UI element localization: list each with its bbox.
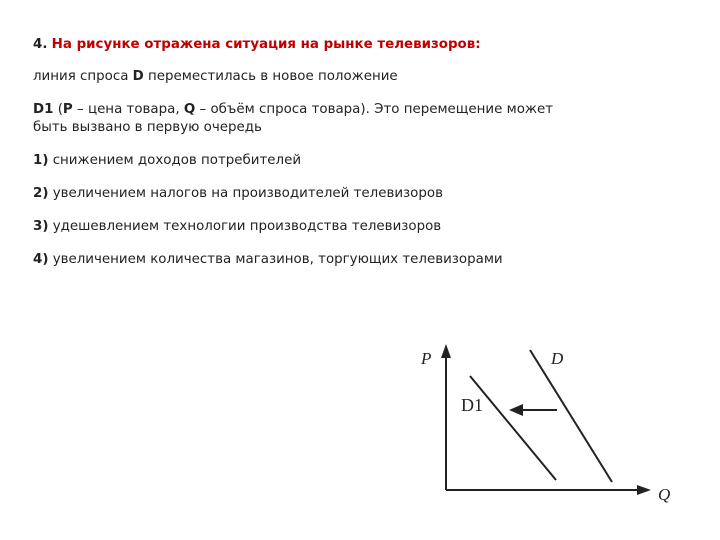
option-number: 1) [33,153,49,168]
price-ref: P [62,102,73,117]
question-number: 4. [33,37,48,52]
text-fragment: – объём спроса товара). Это перемещение может [195,102,553,117]
y-axis-arrowhead [441,344,451,358]
demand-curve-d1 [470,376,556,480]
text-fragment: ( [53,102,63,117]
question-title: На рисунке отражена ситуация на рынке телевизоров: [51,37,481,52]
option-number: 2) [33,186,49,201]
option-text: снижением доходов потребителей [48,153,302,168]
curve-d-label: D [551,349,564,368]
paragraph-line-3: быть вызвано в первую очередь [33,120,262,135]
x-axis-label: Q [658,485,671,504]
y-axis-label: P [421,349,432,368]
x-axis-arrowhead [637,485,651,495]
text-fragment: переместилась в новое положение [143,69,398,84]
option-number: 3) [33,219,49,234]
option-number: 4) [33,252,49,267]
text-fragment: – цена товара, [72,102,184,117]
curve-d1-ref: D1 [33,102,54,117]
curve-d1-label: D1 [461,395,483,415]
shift-arrow-icon [509,404,523,416]
option-text: увеличением количества магазинов, торгующих телевизорами [48,252,503,267]
option-text: удешевлением технологии производства телевизоров [48,219,442,234]
text-fragment: линия спроса [33,69,133,84]
curve-d-ref: D [132,69,144,84]
quantity-ref: Q [183,102,196,117]
option-text: увеличением налогов на производителей телевизоров [48,186,443,201]
